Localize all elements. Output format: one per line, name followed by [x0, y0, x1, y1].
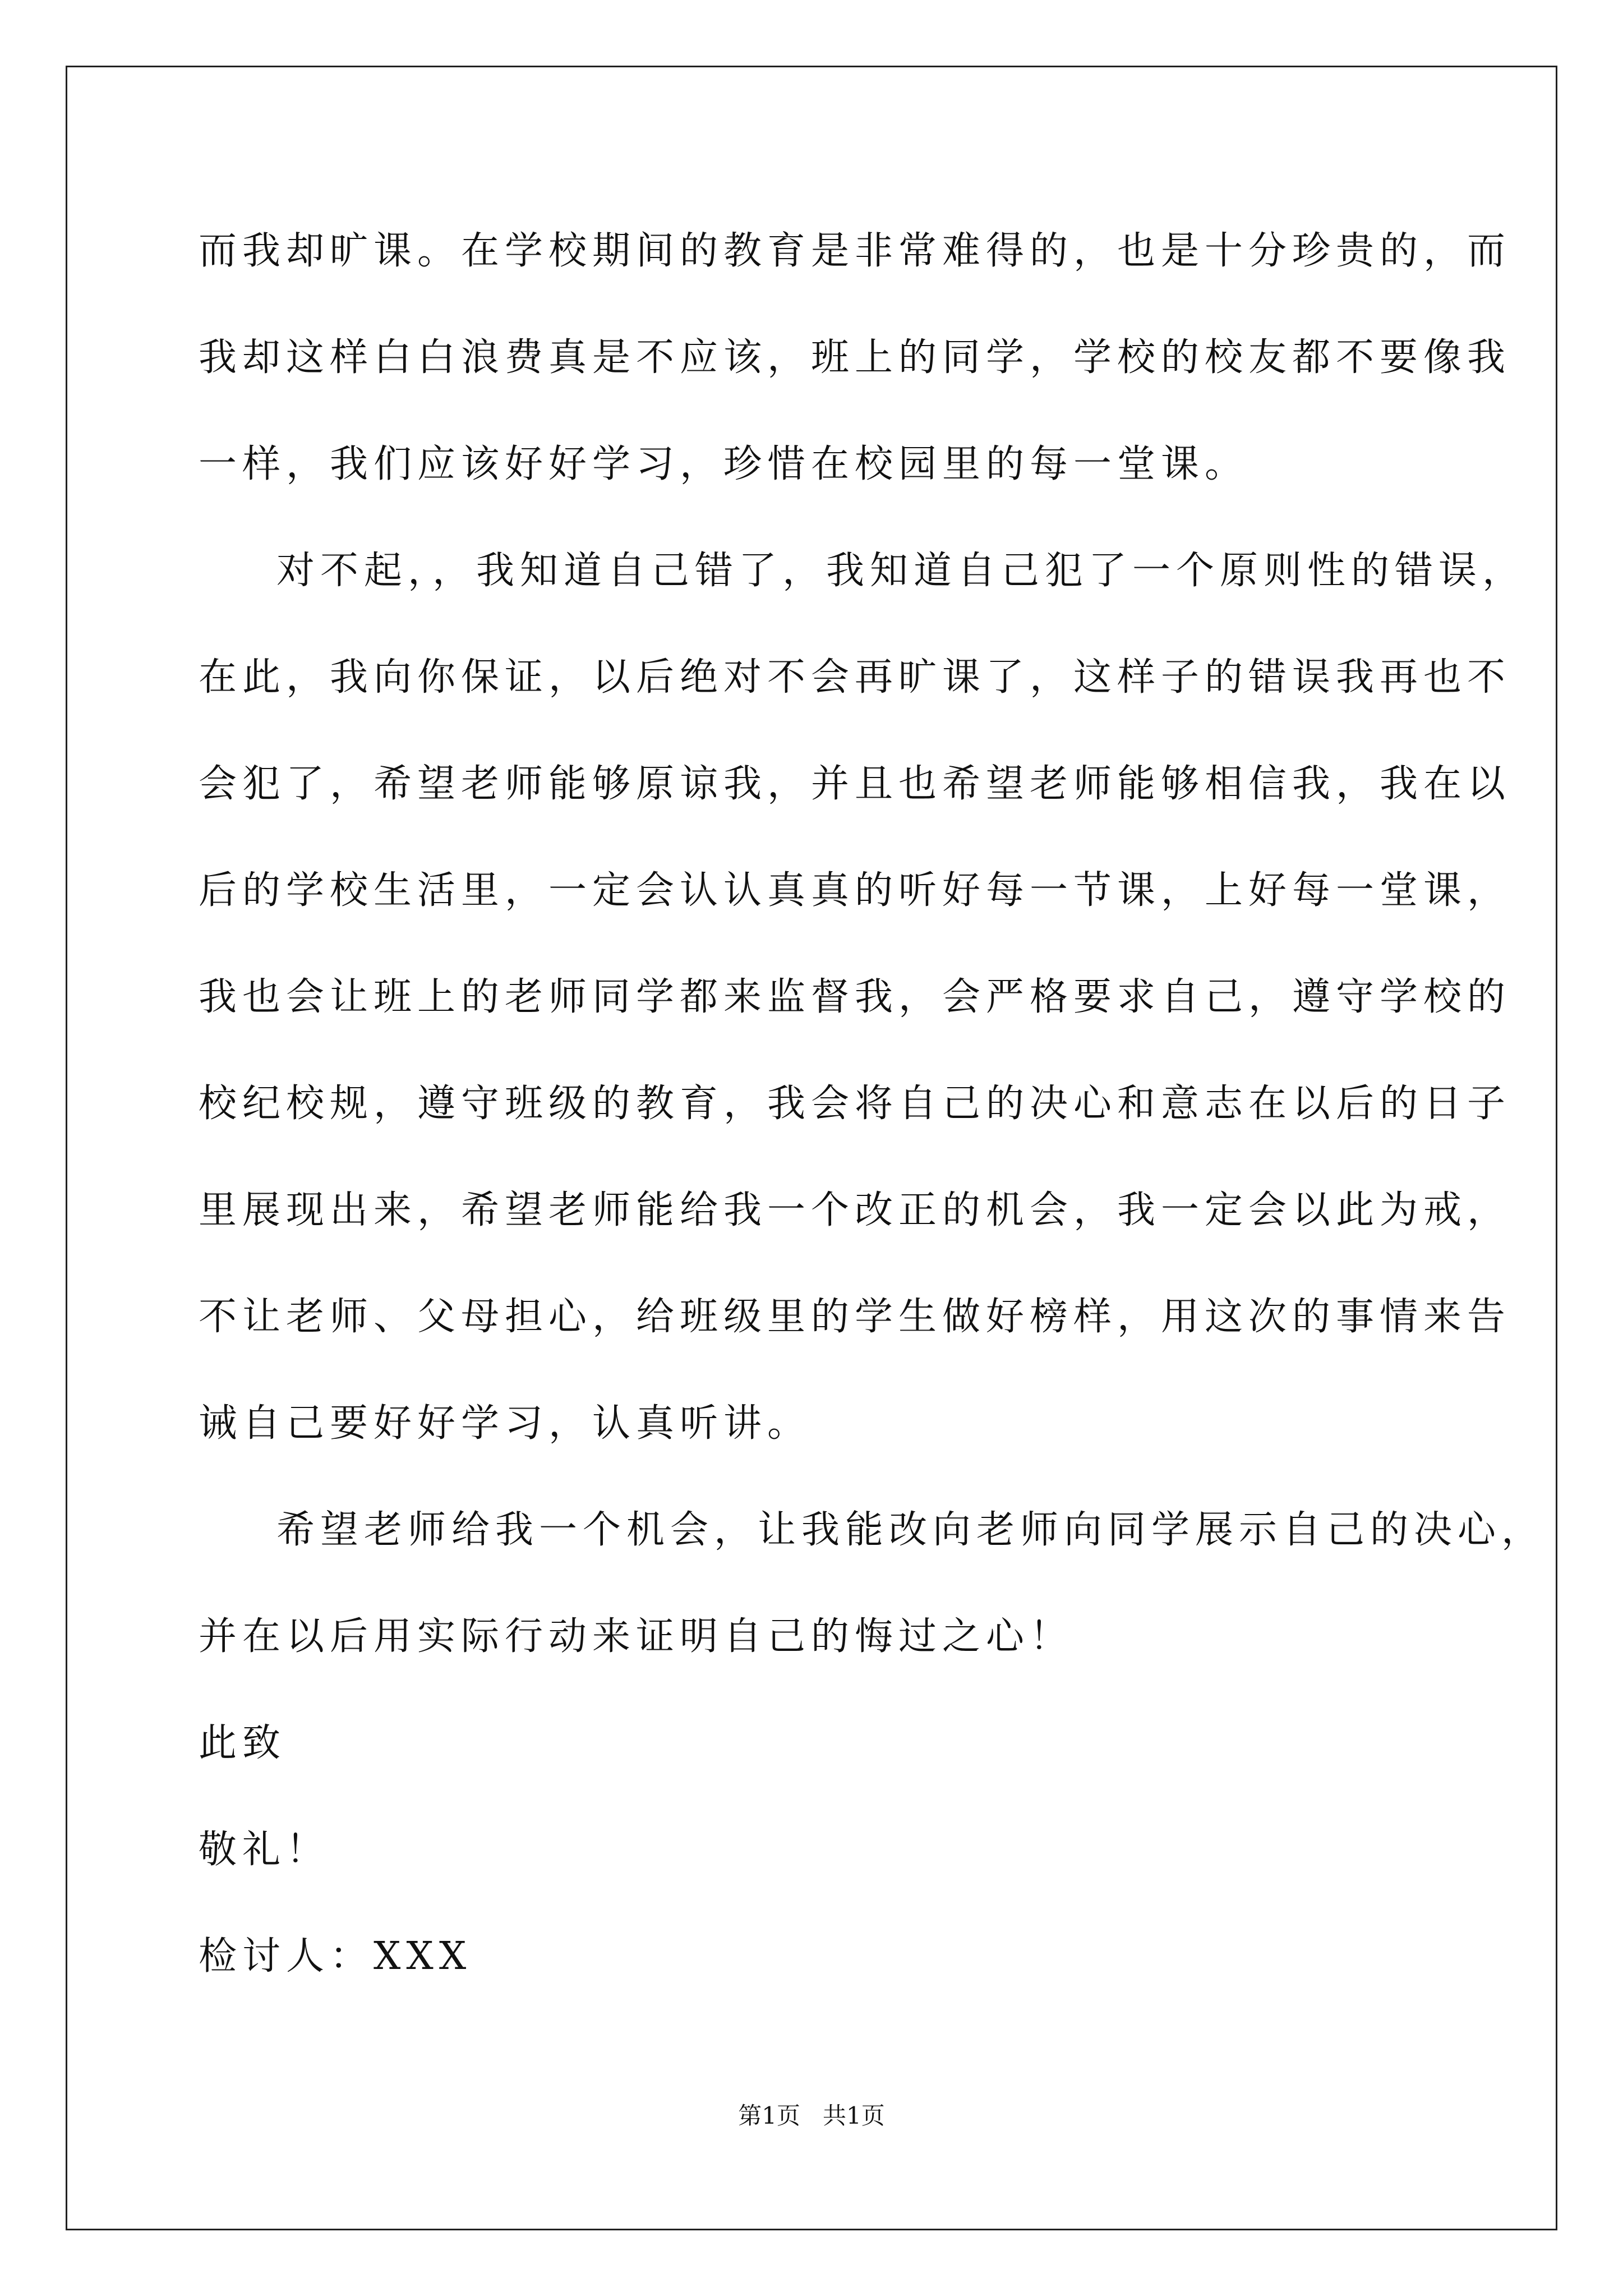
page-border — [66, 66, 1557, 2230]
body-line-2: 我却这样白白浪费真是不应该，班上的同学，学校的校友都不要像我 — [199, 335, 1511, 380]
page-number: 第1页 — [738, 2102, 800, 2129]
body-line-10: 里展现出来，希望老师能给我一个改正的机会，我一定会以此为戒， — [199, 1188, 1511, 1232]
closing-salutation: 此致 — [199, 1721, 287, 1765]
signature-line: 检讨人：XXX — [199, 1934, 472, 1978]
page-total: 共1页 — [823, 2102, 885, 2129]
body-line-7: 后的学校生活里，一定会认认真真的听好每一节课，上好每一堂课， — [199, 868, 1511, 913]
body-line-9: 校纪校规，遵守班级的教育，我会将自己的决心和意志在以后的日子 — [199, 1082, 1511, 1126]
body-line-4: 对不起，，我知道自己错了，我知道自己犯了一个原则性的错误， — [276, 549, 1527, 593]
body-line-12: 诫自己要好好学习，认真听讲。 — [199, 1401, 811, 1446]
body-line-3: 一样，我们应该好好学习，珍惜在校园里的每一堂课。 — [199, 442, 1249, 486]
body-line-8: 我也会让班上的老师同学都来监督我，会严格要求自己，遵守学校的 — [199, 975, 1511, 1019]
page-footer — [0, 2099, 1623, 2133]
body-line-13: 希望老师给我一个机会，让我能改向老师向同学展示自己的决心， — [276, 1508, 1546, 1552]
body-line-6: 会犯了，希望老师能够原谅我，并且也希望老师能够相信我，我在以 — [199, 762, 1511, 806]
body-line-1: 而我却旷课。在学校期间的教育是非常难得的，也是十分珍贵的，而 — [199, 229, 1511, 273]
closing-regards: 敬礼！ — [199, 1828, 330, 1872]
body-line-11: 不让老师、父母担心，给班级里的学生做好榜样，用这次的事情来告 — [199, 1295, 1511, 1339]
body-line-14: 并在以后用实际行动来证明自己的悔过之心！ — [199, 1614, 1074, 1659]
body-line-5: 在此，我向你保证，以后绝对不会再旷课了，这样子的错误我再也不 — [199, 655, 1511, 700]
